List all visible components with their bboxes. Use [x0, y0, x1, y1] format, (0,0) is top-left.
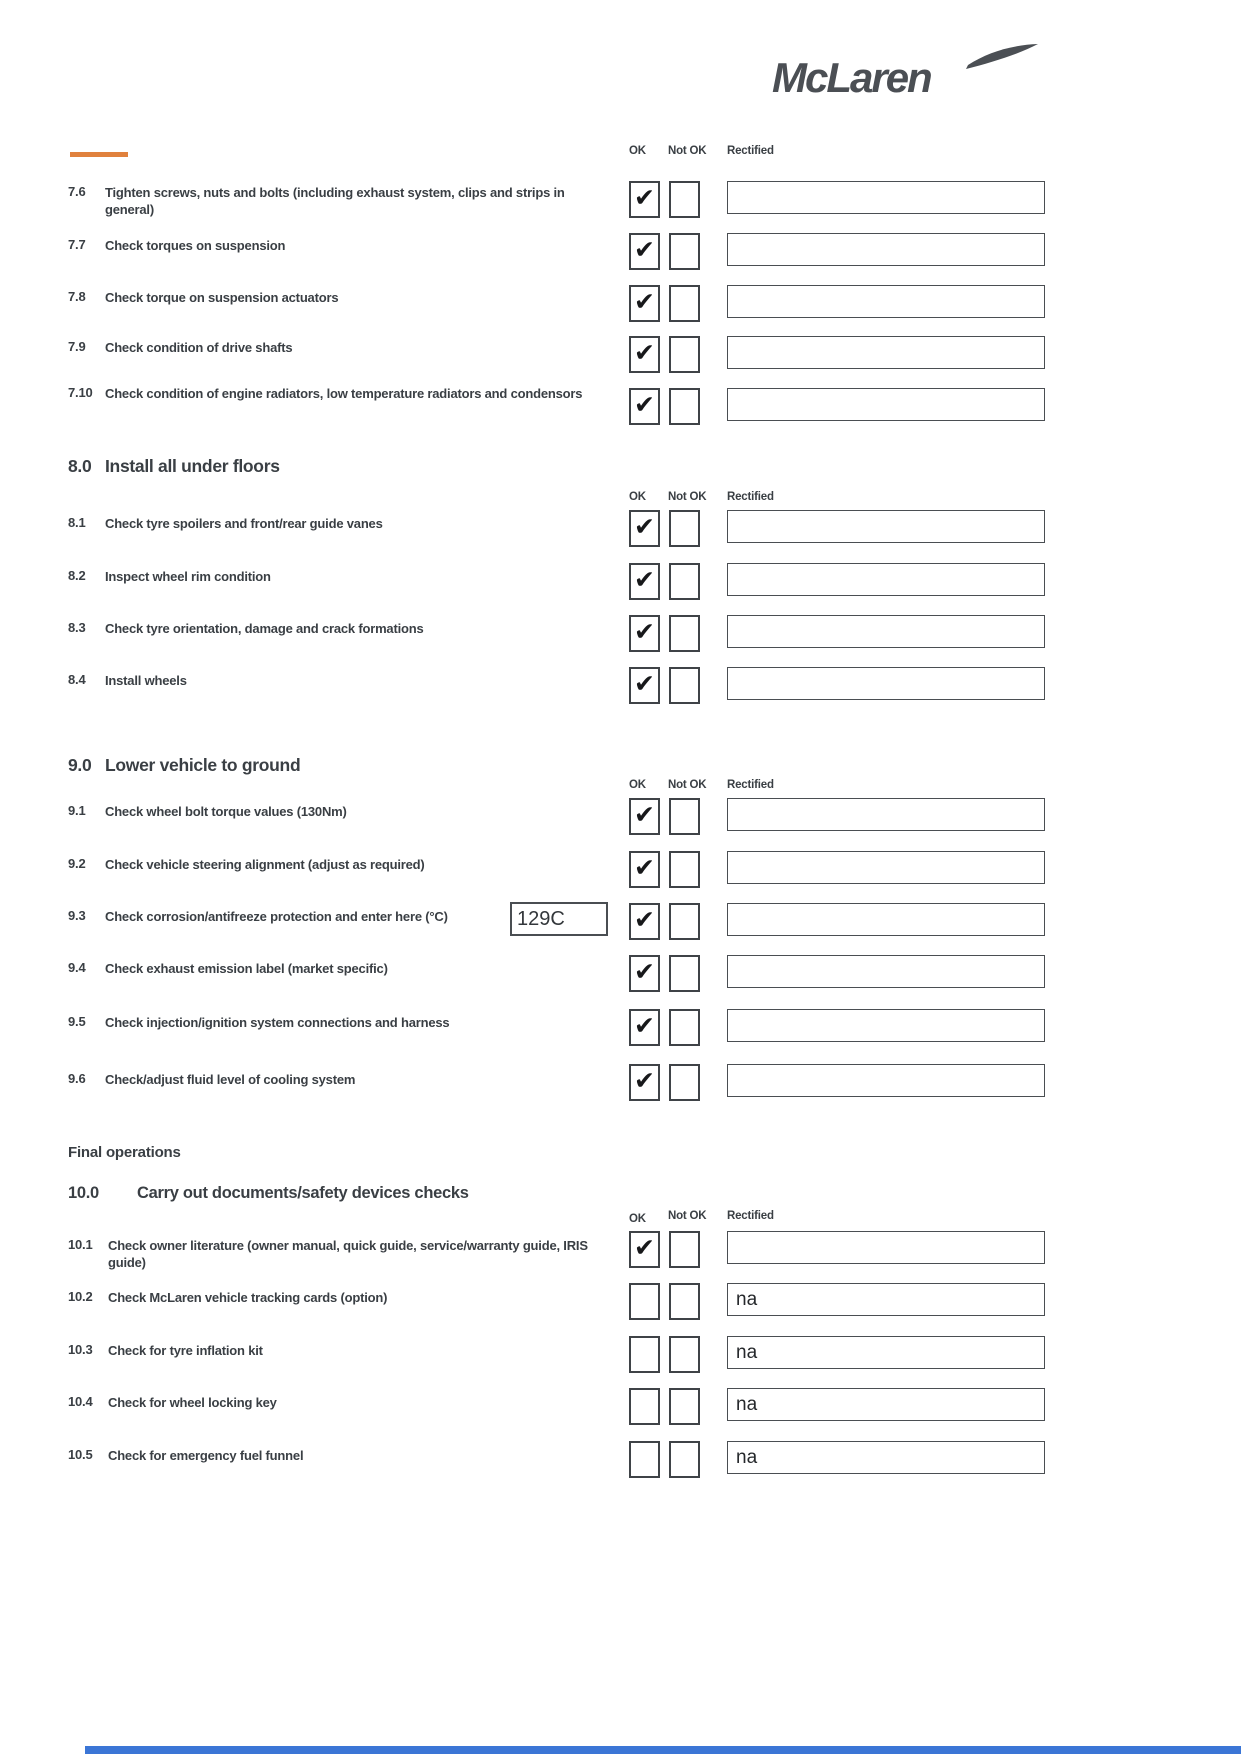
- col-header-notok: Not OK: [668, 1210, 707, 1222]
- item-text: Check tyre orientation, damage and crack formations: [105, 621, 424, 636]
- check-icon: ✔: [634, 184, 655, 212]
- rectified-field[interactable]: [727, 798, 1045, 831]
- item-text: Inspect wheel rim condition: [105, 569, 271, 584]
- ok-checkbox[interactable]: [629, 851, 660, 888]
- rectified-field[interactable]: [727, 1283, 1045, 1316]
- ok-checkbox[interactable]: [629, 181, 660, 218]
- antifreeze-value: 129C: [517, 907, 565, 930]
- rectified-field[interactable]: [727, 615, 1045, 648]
- col-header-rectified: Rectified: [727, 1210, 774, 1222]
- section-number: 9.0: [68, 755, 92, 775]
- item-number: 7.7: [68, 237, 86, 252]
- col-header-rectified: Rectified: [727, 491, 774, 503]
- rectified-field[interactable]: [727, 1231, 1045, 1264]
- item-number: 10.1: [68, 1237, 93, 1252]
- item-number: 7.9: [68, 339, 86, 354]
- item-number: 9.1: [68, 803, 86, 818]
- col-header-ok: OK: [629, 491, 646, 503]
- item-number: 10.2: [68, 1289, 93, 1304]
- ok-checkbox[interactable]: [629, 1283, 660, 1320]
- check-icon: ✔: [634, 906, 655, 934]
- item-text: Check tyre spoilers and front/rear guide vanes: [105, 516, 383, 531]
- notok-checkbox[interactable]: [669, 233, 700, 270]
- item-text: Check torques on suspension: [105, 238, 286, 253]
- notok-checkbox[interactable]: [669, 798, 700, 835]
- item-number: 8.2: [68, 568, 86, 583]
- ok-checkbox[interactable]: [629, 1441, 660, 1478]
- rectified-field[interactable]: [727, 1064, 1045, 1097]
- item-number: 8.3: [68, 620, 86, 635]
- item-text: Tighten screws, nuts and bolts (including exhaust system, clips and strips in general): [105, 185, 565, 217]
- ok-checkbox[interactable]: [629, 903, 660, 940]
- col-header-ok: OK: [629, 145, 646, 157]
- ok-checkbox[interactable]: [629, 955, 660, 992]
- ok-checkbox[interactable]: [629, 798, 660, 835]
- ok-checkbox[interactable]: [629, 563, 660, 600]
- col-header-ok: OK: [629, 1213, 646, 1225]
- item-text: Check for emergency fuel funnel: [108, 1448, 304, 1463]
- notok-checkbox[interactable]: [669, 563, 700, 600]
- ok-checkbox[interactable]: [629, 388, 660, 425]
- check-icon: ✔: [634, 854, 655, 882]
- rectified-field[interactable]: [727, 667, 1045, 700]
- item-text: Check for tyre inflation kit: [108, 1343, 263, 1358]
- item-number: 9.5: [68, 1014, 86, 1029]
- accent-rule: [70, 152, 128, 157]
- check-icon: ✔: [634, 1234, 655, 1262]
- notok-checkbox[interactable]: [669, 667, 700, 704]
- rectified-field[interactable]: [727, 1336, 1045, 1369]
- check-icon: ✔: [634, 566, 655, 594]
- rectified-value: na: [736, 1288, 758, 1310]
- item-number: 9.6: [68, 1071, 86, 1086]
- ok-checkbox[interactable]: [629, 1009, 660, 1046]
- ok-checkbox[interactable]: [629, 1336, 660, 1373]
- item-text: Check McLaren vehicle tracking cards (option): [108, 1290, 388, 1305]
- logo-wordmark: McLaren: [772, 54, 931, 101]
- item-number: 10.3: [68, 1342, 93, 1357]
- check-icon: ✔: [634, 1067, 655, 1095]
- notok-checkbox[interactable]: [669, 1388, 700, 1425]
- final-operations-heading: Final operations: [68, 1144, 181, 1161]
- notok-checkbox[interactable]: [669, 1009, 700, 1046]
- col-header-rectified: Rectified: [727, 779, 774, 791]
- ok-checkbox[interactable]: [629, 1064, 660, 1101]
- notok-checkbox[interactable]: [669, 903, 700, 940]
- item-text: Check vehicle steering alignment (adjust as required): [105, 857, 425, 872]
- notok-checkbox[interactable]: [669, 1336, 700, 1373]
- notok-checkbox[interactable]: [669, 336, 700, 373]
- item-number: 8.4: [68, 672, 86, 687]
- mclaren-logo: [772, 44, 1040, 104]
- rectified-field[interactable]: [727, 903, 1045, 936]
- item-number: 7.8: [68, 289, 86, 304]
- notok-checkbox[interactable]: [669, 510, 700, 547]
- notok-checkbox[interactable]: [669, 388, 700, 425]
- item-text: Check condition of engine radiators, low temperature radiators and condensors: [105, 386, 583, 401]
- rectified-field[interactable]: [727, 285, 1045, 318]
- rectified-value: na: [736, 1393, 758, 1415]
- col-header-notok: Not OK: [668, 779, 707, 791]
- item-number: 8.1: [68, 515, 86, 530]
- item-text: Install wheels: [105, 673, 187, 688]
- ok-checkbox[interactable]: [629, 510, 660, 547]
- item-text: Check torque on suspension actuators: [105, 290, 339, 305]
- antifreeze-value-field[interactable]: [510, 902, 608, 936]
- notok-checkbox[interactable]: [669, 1283, 700, 1320]
- check-icon: ✔: [634, 236, 655, 264]
- item-text: Check owner literature (owner manual, quick guide, service/warranty guide, IRIS guide): [108, 1238, 588, 1270]
- notok-checkbox[interactable]: [669, 955, 700, 992]
- footer-bar: [85, 1746, 1241, 1754]
- item-text: Check corrosion/antifreeze protection and enter here (°C): [105, 909, 448, 924]
- notok-checkbox[interactable]: [669, 285, 700, 322]
- rectified-field[interactable]: [727, 336, 1045, 369]
- check-icon: ✔: [634, 618, 655, 646]
- item-text: Check/adjust fluid level of cooling system: [105, 1072, 356, 1087]
- item-number: 9.4: [68, 960, 86, 975]
- section-title: Carry out documents/safety devices checks: [137, 1184, 469, 1202]
- item-text: Check condition of drive shafts: [105, 340, 293, 355]
- ok-checkbox[interactable]: [629, 233, 660, 270]
- check-icon: ✔: [634, 1012, 655, 1040]
- check-icon: ✔: [634, 339, 655, 367]
- rectified-field[interactable]: [727, 955, 1045, 988]
- section-number: 8.0: [68, 456, 92, 476]
- item-number: 7.6: [68, 184, 86, 199]
- item-text: Check exhaust emission label (market specific): [105, 961, 388, 976]
- rectified-field[interactable]: [727, 388, 1045, 421]
- ok-checkbox[interactable]: [629, 1388, 660, 1425]
- check-icon: ✔: [634, 801, 655, 829]
- check-icon: ✔: [634, 513, 655, 541]
- rectified-field[interactable]: [727, 1388, 1045, 1421]
- item-number: 10.4: [68, 1394, 93, 1409]
- notok-checkbox[interactable]: [669, 851, 700, 888]
- speedmark-icon: [966, 44, 1038, 69]
- rectified-value: na: [736, 1341, 758, 1363]
- item-text: Check injection/ignition system connections and harness: [105, 1015, 450, 1030]
- ok-checkbox[interactable]: [629, 667, 660, 704]
- col-header-rectified: Rectified: [727, 145, 774, 157]
- notok-checkbox[interactable]: [669, 1441, 700, 1478]
- section-number: 10.0: [68, 1184, 99, 1202]
- section-title: Lower vehicle to ground: [105, 755, 301, 775]
- rectified-field[interactable]: [727, 1009, 1045, 1042]
- notok-checkbox[interactable]: [669, 1231, 700, 1268]
- item-number: 9.3: [68, 908, 86, 923]
- item-number: 7.10: [68, 385, 93, 400]
- rectified-field[interactable]: [727, 181, 1045, 214]
- rectified-field[interactable]: [727, 563, 1045, 596]
- ok-checkbox[interactable]: [629, 1231, 660, 1268]
- notok-checkbox[interactable]: [669, 615, 700, 652]
- ok-checkbox[interactable]: [629, 336, 660, 373]
- ok-checkbox[interactable]: [629, 615, 660, 652]
- notok-checkbox[interactable]: [669, 181, 700, 218]
- col-header-notok: Not OK: [668, 145, 707, 157]
- check-icon: ✔: [634, 958, 655, 986]
- ok-checkbox[interactable]: [629, 285, 660, 322]
- item-number: 9.2: [68, 856, 86, 871]
- item-text: Check for wheel locking key: [108, 1395, 277, 1410]
- item-text: Check wheel bolt torque values (130Nm): [105, 804, 347, 819]
- check-icon: ✔: [634, 391, 655, 419]
- notok-checkbox[interactable]: [669, 1064, 700, 1101]
- rectified-field[interactable]: [727, 1441, 1045, 1474]
- rectified-field[interactable]: [727, 233, 1045, 266]
- check-icon: ✔: [634, 288, 655, 316]
- rectified-value: na: [736, 1446, 758, 1468]
- col-header-ok: OK: [629, 779, 646, 791]
- col-header-notok: Not OK: [668, 491, 707, 503]
- rectified-field[interactable]: [727, 851, 1045, 884]
- rectified-field[interactable]: [727, 510, 1045, 543]
- check-icon: ✔: [634, 670, 655, 698]
- section-title: Install all under floors: [105, 456, 280, 476]
- item-number: 10.5: [68, 1447, 93, 1462]
